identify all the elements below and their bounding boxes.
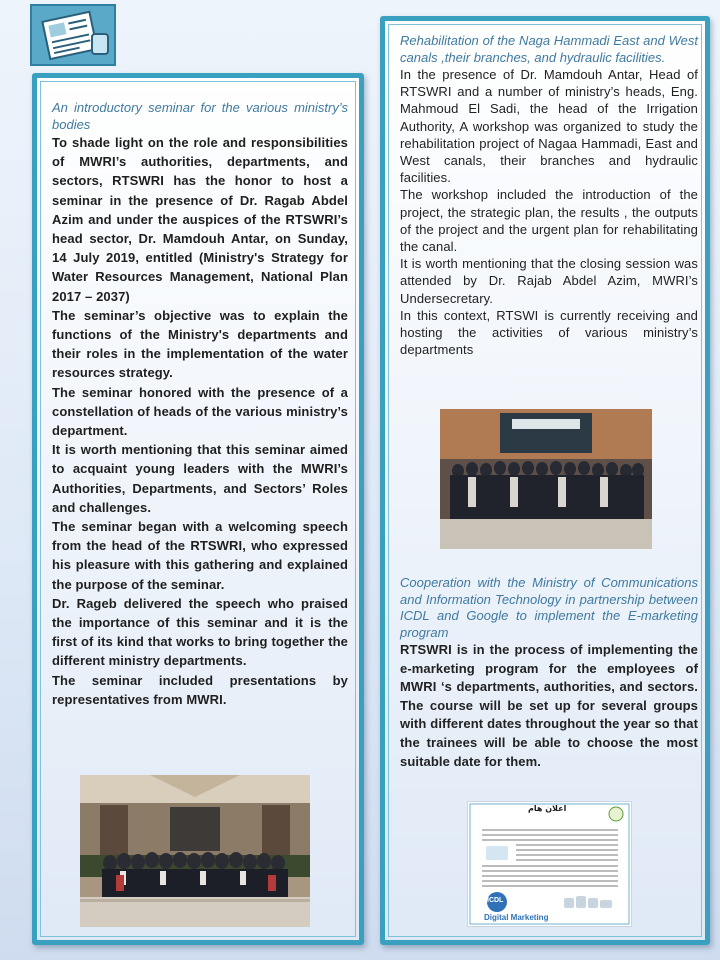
- seminar-article-panel: [32, 73, 364, 945]
- icdl-logo: ICDL: [487, 897, 504, 904]
- seminar-group-photo: [80, 775, 310, 927]
- article-paragraph: In this context, RTSWI is currently receiving and hosting the activities of various ministry’s departments: [400, 307, 698, 358]
- seminar-article-body: [52, 100, 348, 709]
- flyer-announcement: اعلان هام: [528, 804, 567, 813]
- article-paragraph: The workshop included the introduction of the project, the strategic plan, the results , the outputs of the project and the urgent plan for rehabilitating the canal.: [400, 187, 698, 255]
- e-marketing-article-body: [400, 575, 698, 771]
- article-paragraph: The seminar included presentations by representatives from MWRI.: [52, 672, 348, 707]
- article-paragraph: The seminar’s objective was to explain the functions of the Ministry's departments and their roles in the implementation of the water resources strategy.: [52, 307, 348, 381]
- article-heading: Cooperation with the Ministry of Communications and Information Technology in partnership between ICDL and Google to implement the E-marketing program: [400, 575, 698, 640]
- newspaper-logo: [30, 4, 116, 66]
- article-paragraph: It is worth mentioning that this seminar aimed to acquaint young leaders with the MWRI’s Authorities, Departments, and Sectors’ Roles and challenges.: [52, 442, 348, 515]
- article-heading: Rehabilitation of the Naga Hammadi East and West canals ,their branches, and hydraulic facilities.: [400, 33, 698, 65]
- article-paragraph: It is worth mentioning that the closing session was attended by Dr. Rajab Abdel Azim, MWRI’s Undersecretary.: [400, 256, 698, 306]
- newspaper-icon: [32, 6, 114, 64]
- canals-article-body: [400, 33, 698, 358]
- article-paragraph: The seminar began with a welcoming speech from the head of the RTSWRI, who expressed his pleasure with this gathering and explained the purpose of the seminar.: [52, 519, 348, 592]
- article-paragraph: RTSWRI is in the process of implementing the e-marketing program for the employees of MWRI ‘s departments, authorities, and sectors. The course will be set up for several groups with different dates throughout the year so that the trainees will be able to choose the most suitable date for them.: [400, 642, 698, 769]
- article-paragraph: In the presence of Dr. Mamdouh Antar, Head of RTSWRI and a number of ministry’s heads, Eng. Mahmoud El Sadi, the head of the Irrigation Authority, A workshop was organized to study the rehabilitation project of Nagaa Hammadi, East and West canals, their branches and hydraulic facilities.: [400, 67, 698, 186]
- article-paragraph: To shade light on the role and responsibilities of MWRI’s authorities, departments, and sectors, RTSWRI has the honor to host a seminar in the presence of Dr. Ragab Abdel Azim and under the auspices of the RTSWRI’s head sector, Dr. Mamdouh Antar, on Sunday, 14 July 2019, entitled (Ministry's Strategy for Water Resources Management, National Plan 2017 – 2037): [52, 135, 348, 304]
- news-articles-panel: [380, 16, 710, 945]
- article-heading: An introductory seminar for the various ministry’s bodies: [52, 100, 348, 132]
- article-paragraph: The seminar honored with the presence of a constellation of heads of the various ministry’s department.: [52, 384, 348, 439]
- workshop-group-photo: [440, 409, 652, 549]
- article-paragraph: Dr. Rageb delivered the speech who praised the importance of this seminar and it is the first of its kind that works to bring together the different ministry departments.: [52, 595, 348, 669]
- flyer-caption: Digital Marketing: [484, 913, 549, 922]
- digital-marketing-flyer: [467, 801, 632, 927]
